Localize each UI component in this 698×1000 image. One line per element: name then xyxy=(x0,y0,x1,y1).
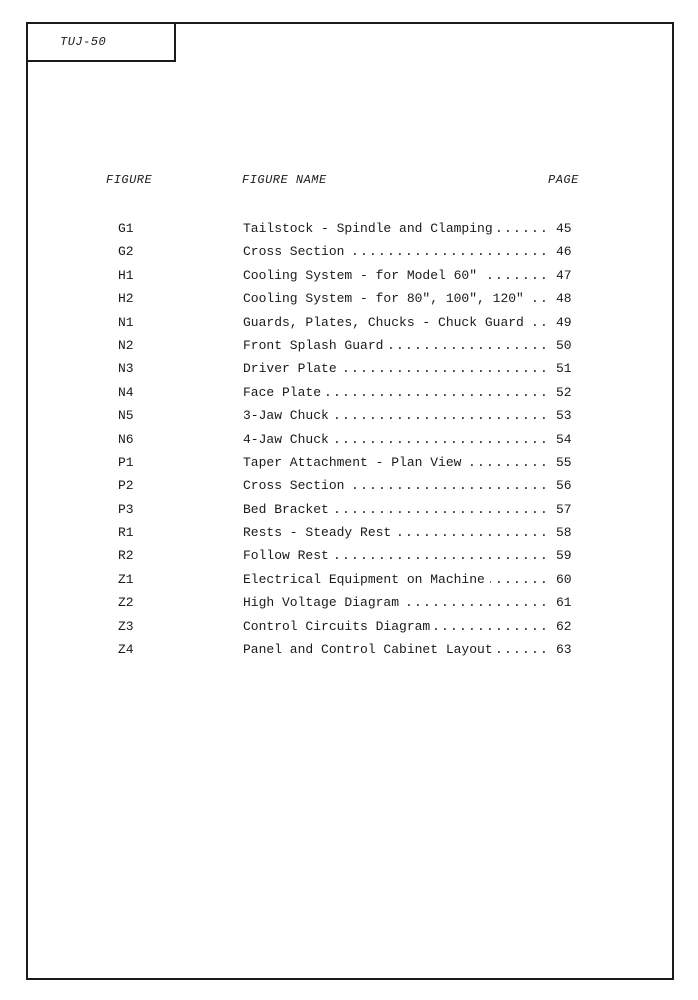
figure-index-row xyxy=(0,474,698,497)
figure-id: Z3 xyxy=(118,618,134,634)
figure-id: N1 xyxy=(118,314,134,330)
page-column-header: PAGE xyxy=(548,173,579,187)
figure-index-row xyxy=(0,357,698,380)
figure-name: Front Splash Guard xyxy=(243,338,388,353)
figure-id: R2 xyxy=(118,548,134,564)
figure-name-with-leader xyxy=(243,404,550,427)
figure-name: High Voltage Diagram xyxy=(243,595,404,610)
figure-index-row xyxy=(0,287,698,310)
figure-index-row xyxy=(0,404,698,427)
figure-page-number: 53 xyxy=(556,408,572,424)
figure-name-with-leader xyxy=(243,311,550,334)
figure-id: Z1 xyxy=(118,571,134,587)
figure-page-number: 46 xyxy=(556,244,572,260)
figure-page-number: 49 xyxy=(556,314,572,330)
figure-name: Follow Rest xyxy=(243,548,334,563)
figure-name: 3-Jaw Chuck xyxy=(243,408,334,423)
figure-page-number: 54 xyxy=(556,431,572,447)
figure-name-with-leader xyxy=(243,638,550,661)
figure-name-with-leader xyxy=(243,217,550,240)
figure-name-with-leader xyxy=(243,591,550,614)
figure-id: Z4 xyxy=(118,642,134,658)
figure-name-with-leader xyxy=(243,264,550,287)
figure-index-list xyxy=(0,217,698,661)
figure-name: Guards, Plates, Chucks - Chuck Guard xyxy=(243,315,529,330)
figure-id: H2 xyxy=(118,291,134,307)
figure-id: N3 xyxy=(118,361,134,377)
figure-page-number: 51 xyxy=(556,361,572,377)
figure-page-number: 45 xyxy=(556,221,572,236)
figure-id: N6 xyxy=(118,431,134,447)
figure-name: Electrical Equipment on Machine xyxy=(243,572,490,587)
figure-id: G2 xyxy=(118,244,134,260)
figure-name: Face Plate xyxy=(243,385,326,400)
figure-index-row xyxy=(0,638,698,661)
figure-name-with-leader xyxy=(243,381,550,404)
figure-index-row xyxy=(0,311,698,334)
figure-id: H1 xyxy=(118,267,134,283)
figure-index-row xyxy=(0,544,698,567)
figure-index-row xyxy=(0,615,698,638)
figure-index-row xyxy=(0,521,698,544)
figure-id: G1 xyxy=(118,221,134,236)
figure-name: Cooling System - for 80", 100", 120" xyxy=(243,291,529,306)
figure-name-with-leader xyxy=(243,451,550,474)
figure-name: Panel and Control Cabinet Layout xyxy=(243,642,498,657)
figure-name-with-leader xyxy=(243,240,550,263)
figure-page-number: 60 xyxy=(556,571,572,587)
figure-name: Taper Attachment - Plan View xyxy=(243,455,466,470)
figure-index-row xyxy=(0,451,698,474)
figure-page-number: 61 xyxy=(556,595,572,611)
figure-name-with-leader xyxy=(243,357,550,380)
figure-name: Control Circuits Diagram xyxy=(243,619,435,634)
figure-name: 4-Jaw Chuck xyxy=(243,432,334,447)
figure-id: N2 xyxy=(118,337,134,353)
figure-index-row xyxy=(0,217,698,240)
figure-name-with-leader xyxy=(243,287,550,310)
figure-name: Cooling System - for Model 60" xyxy=(243,268,482,283)
figure-page-number: 59 xyxy=(556,548,572,564)
figure-id: P2 xyxy=(118,478,134,494)
figure-page-number: 56 xyxy=(556,478,572,494)
figure-page-number: 48 xyxy=(556,291,572,307)
figure-id: N5 xyxy=(118,408,134,424)
figure-id: P3 xyxy=(118,501,134,517)
figure-index-row xyxy=(0,381,698,404)
figure-index-row xyxy=(0,568,698,591)
figure-column-header: FIGURE xyxy=(106,173,153,187)
figure-name-with-leader xyxy=(243,498,550,521)
figure-index-row xyxy=(0,240,698,263)
figure-index-row xyxy=(0,334,698,357)
figure-page-number: 62 xyxy=(556,618,572,634)
figure-name-with-leader xyxy=(243,521,550,544)
figure-name: Tailstock - Spindle and Clamping xyxy=(243,221,498,236)
figure-name-with-leader xyxy=(243,544,550,567)
figure-page-number: 50 xyxy=(556,337,572,353)
figure-page-number: 58 xyxy=(556,525,572,541)
figure-page-number: 57 xyxy=(556,501,572,517)
document-code: TUJ-50 xyxy=(60,35,107,49)
figure-name: Driver Plate xyxy=(243,361,342,376)
figure-name-with-leader xyxy=(243,474,550,497)
figure-name: Rests - Steady Rest xyxy=(243,525,396,540)
figure-name: Cross Section xyxy=(243,478,349,493)
figure-name-with-leader xyxy=(243,334,550,357)
figure-name-with-leader xyxy=(243,568,550,591)
document-code-box xyxy=(26,22,176,62)
figure-name-with-leader xyxy=(243,428,550,451)
figure-id: R1 xyxy=(118,525,134,541)
figure-page-number: 55 xyxy=(556,454,572,470)
figure-name: Bed Bracket xyxy=(243,502,334,517)
figure-name-with-leader xyxy=(243,615,550,638)
figure-index-row xyxy=(0,498,698,521)
figure-index-row xyxy=(0,264,698,287)
figure-id: P1 xyxy=(118,454,134,470)
figure-name: Cross Section xyxy=(243,244,349,259)
figure-index-row xyxy=(0,591,698,614)
figure-index-row xyxy=(0,428,698,451)
figure-page-number: 47 xyxy=(556,267,572,283)
figure-name-column-header: FIGURE NAME xyxy=(242,173,327,187)
figure-page-number: 63 xyxy=(556,642,572,658)
figure-id: Z2 xyxy=(118,595,134,611)
figure-page-number: 52 xyxy=(556,384,572,400)
figure-id: N4 xyxy=(118,384,134,400)
